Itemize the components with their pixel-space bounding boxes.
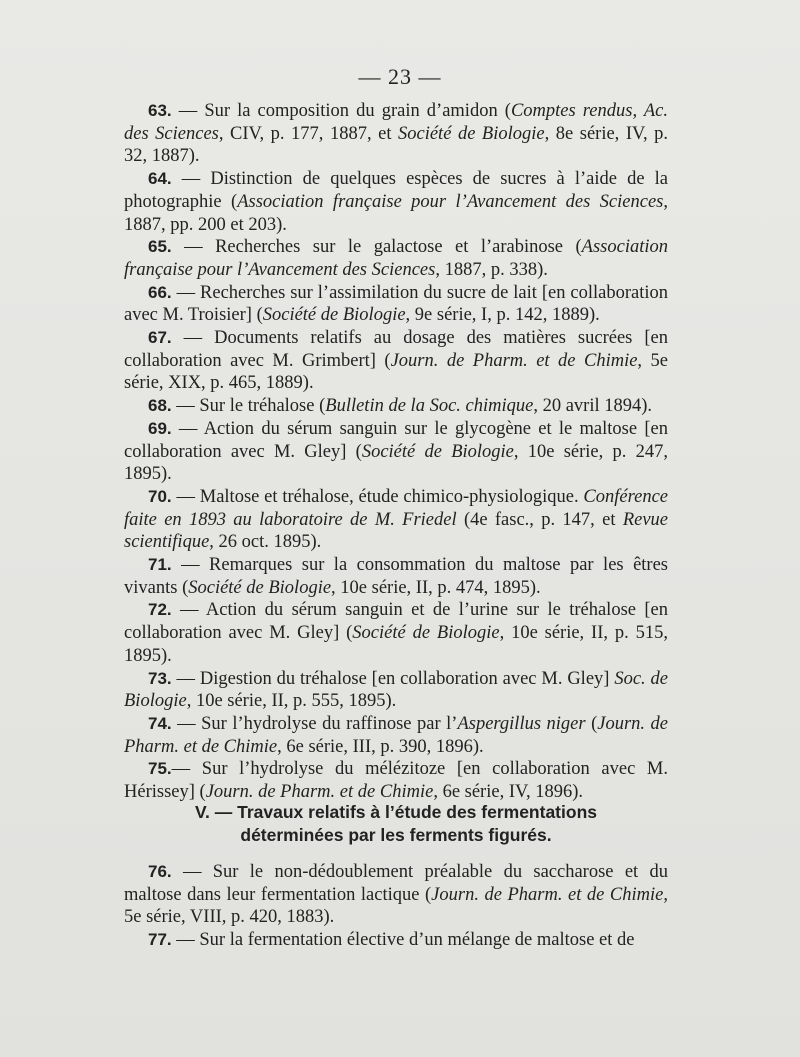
entry-text: , 1887, p. 338). <box>435 259 548 280</box>
entry-text: — Sur la composition du grain d’amidon ( <box>171 101 511 121</box>
entry-number: 73. <box>148 668 172 688</box>
entry-number: 66. <box>148 282 172 302</box>
entry-number: 74. <box>148 713 172 733</box>
entry-citation-italic: Journ. de Pharm. et de Chimie <box>390 350 638 371</box>
entry-text: — Sur l’hydrolyse du mélézitoze [en collaboration avec M. Hérissey] ( <box>124 759 668 803</box>
entry-citation-italic: Bulletin de la Soc. chimique <box>325 396 534 417</box>
entry-citation-italic: Journ. de Pharm. et de Chimie <box>124 713 669 757</box>
bibliography-entry <box>124 713 668 758</box>
entry-text: — Digestion du tréhalose [en collaboration avec M. Gley] <box>171 668 615 689</box>
entry-text: (4e fasc., p. 147, et <box>456 509 623 530</box>
entry-citation-italic: Revue scientifique <box>124 509 668 553</box>
entry-text: , 5e série, VIII, p. 420, 1883). <box>124 884 668 928</box>
entry-citation-italic: Société de Biologie <box>352 623 500 644</box>
bibliography-entry <box>124 668 668 713</box>
entry-text: , 10e série, II, p. 555, 1895). <box>186 691 397 712</box>
entry-number: 70. <box>148 486 172 506</box>
entry-text: — Distinction de quelques espèces de sucres à l’aide de la photographie ( <box>124 169 668 212</box>
bibliography-entry <box>124 168 668 236</box>
entry-text: — Sur l’hydrolyse du raffinose par l’ <box>171 713 458 734</box>
entry-number: 67. <box>148 328 172 348</box>
bibliography-list-2 <box>124 861 668 952</box>
page-number: — 23 — <box>358 64 442 89</box>
bibliography-entry <box>124 486 668 554</box>
entry-text: , 6e série, IV, 1896). <box>433 782 583 803</box>
entry-citation-italic: Société de Biologie <box>398 123 545 144</box>
entry-citation-italic: Conférence faite en 1893 au laboratoire de M. Friedel <box>124 486 668 530</box>
bibliography-entry <box>124 599 668 667</box>
bibliography-entry <box>124 758 668 803</box>
entry-citation-italic: Association française pour l’Avancement des Sciences <box>237 191 664 212</box>
entry-number: 68. <box>148 396 172 416</box>
entry-text: , 26 oct. 1895). <box>209 532 322 553</box>
entry-text: — Action du sérum sanguin sur le glycogène et le maltose [en collaboration avec M. Gley] ( <box>124 418 668 462</box>
section-heading <box>124 801 668 847</box>
entry-citation-italic: Société de Biologie <box>262 305 406 326</box>
entry-citation-italic: Comptes rendus, Ac. des Sciences <box>124 101 668 144</box>
entry-citation-italic: Association française pour l’Avancement des Sciences <box>124 237 668 280</box>
bibliography-entry <box>124 282 668 327</box>
bibliography-entry <box>124 100 668 168</box>
bibliography-entry <box>124 861 668 929</box>
bibliography-entry <box>124 418 668 486</box>
entry-text: — Sur le non-dédoublement préalable du saccharose et du maltose dans leur fermentation lactique ( <box>124 862 668 905</box>
entry-text: — Action du sérum sanguin et de l’urine sur le tréhalose [en collaboration avec M. Gley] ( <box>124 600 668 644</box>
section-heading-line-1: V. — Travaux relatifs à l’étude des fermentations <box>194 802 597 822</box>
entry-number: 76. <box>148 862 172 881</box>
entry-number: 75. <box>148 759 172 779</box>
entry-number: 77. <box>148 930 172 950</box>
entry-text: — Documents relatifs au dosage des matières sucrées [en collaboration avec M. Grimbert] ( <box>124 328 668 371</box>
entry-text: , 1887, pp. 200 et 203). <box>124 191 668 235</box>
entry-citation-italic: Société de Biologie <box>188 577 332 598</box>
entry-text: — Recherches sur l’assimilation du sucre de lait [en collaboration avec M. Troisier] ( <box>124 282 668 326</box>
entry-number: 72. <box>148 600 172 620</box>
section-heading-line-2: déterminées par les ferments figurés. <box>240 825 552 845</box>
bibliography-entry <box>124 395 668 418</box>
entry-text: , 10e série, II, p. 474, 1895). <box>331 577 541 598</box>
entry-number: 63. <box>148 101 172 120</box>
entry-text: — Maltose et tréhalose, étude chimico-physiologique. <box>171 486 584 507</box>
entry-text: — Remarques sur la consommation du maltose par les êtres vivants ( <box>124 555 668 598</box>
entry-text: ( <box>585 713 598 734</box>
entry-citation-italic: Aspergillus niger <box>457 713 586 734</box>
bibliography-entry <box>124 236 668 281</box>
entry-citation-italic: Journ. de Pharm. et de Chimie <box>205 782 434 803</box>
entry-text: , CIV, p. 177, 1887, et <box>218 123 398 144</box>
bibliography-entry <box>124 554 668 599</box>
entry-number: 71. <box>148 555 172 575</box>
bibliography-entry <box>124 327 668 395</box>
entry-text: — Sur le tréhalose ( <box>171 396 326 417</box>
entry-text: , 20 avril 1894). <box>533 396 653 417</box>
entry-text: — Sur la fermentation élective d’un mélange de maltose et de <box>171 930 635 951</box>
bibliography-entry <box>124 929 668 952</box>
entry-number: 69. <box>148 418 172 438</box>
entry-citation-italic: Société de Biologie <box>361 441 514 462</box>
bibliography-list <box>124 100 668 804</box>
entry-number: 65. <box>148 237 172 257</box>
entry-text: , 9e série, I, p. 142, 1889). <box>405 305 600 326</box>
entry-text: — Recherches sur le galactose et l’arabinose ( <box>171 237 582 258</box>
entry-text: , 6e série, III, p. 390, 1896). <box>277 736 484 757</box>
entry-number: 64. <box>148 169 172 189</box>
entry-citation-italic: Journ. de Pharm. et de Chimie <box>431 884 664 905</box>
entry-text: , 10e série, II, p. 515, 1895). <box>124 623 668 666</box>
entry-text: , 10e série, p. 247, 1895). <box>124 441 668 485</box>
entry-citation-italic: Soc. de Biologie <box>124 668 668 712</box>
entry-text: , 5e série, XIX, p. 465, 1889). <box>124 350 668 394</box>
entry-text: , 8e série, IV, p. 32, 1887). <box>124 123 668 167</box>
